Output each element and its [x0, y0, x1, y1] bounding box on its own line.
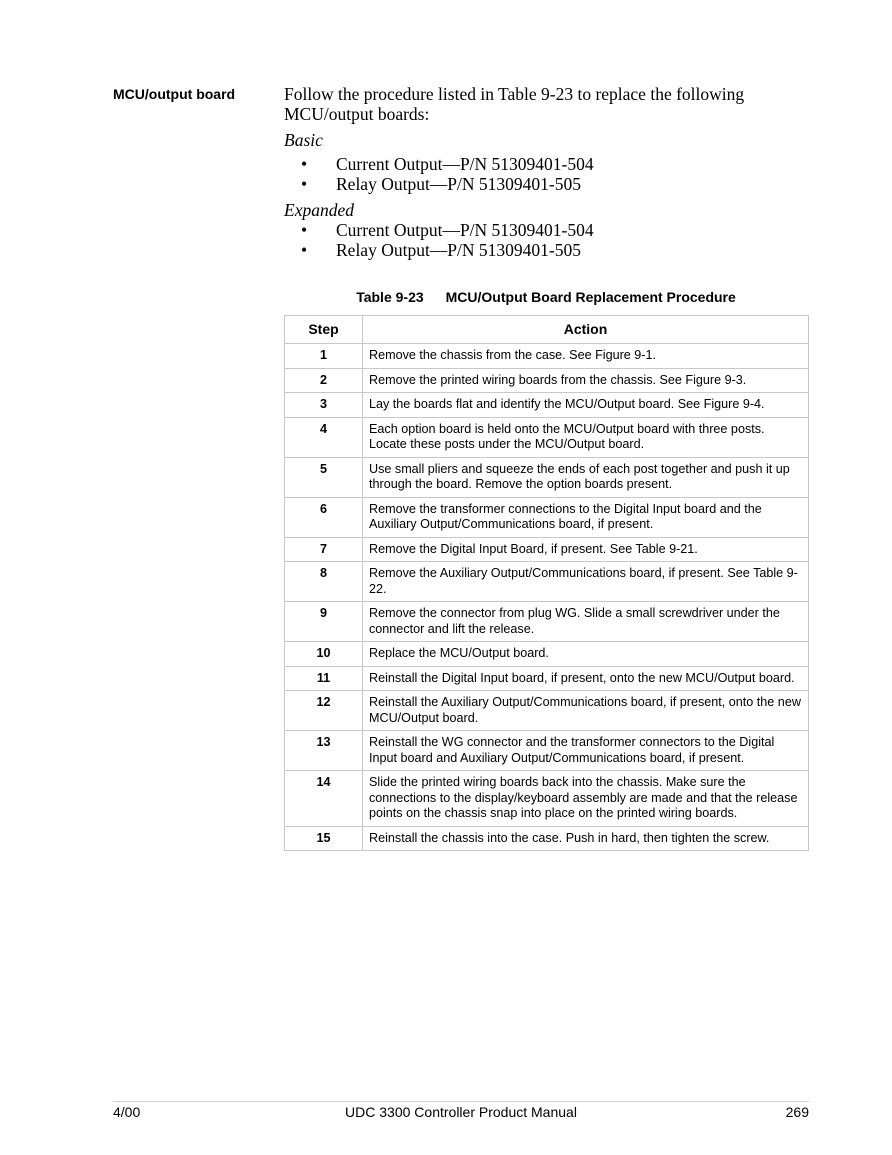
step-number: 3 [285, 393, 363, 418]
list-item [284, 154, 804, 174]
footer-date: 4/00 [113, 1104, 141, 1120]
step-number: 9 [285, 602, 363, 642]
step-action: Remove the Auxiliary Output/Communications board, if present. See Table 9-22. [363, 562, 809, 602]
bullet-icon: • [301, 220, 308, 240]
table-caption-number: Table 9-23 [356, 289, 424, 305]
step-action: Use small pliers and squeeze the ends of each post together and push it up through the board. Remove the option boards present. [363, 457, 809, 497]
intro-paragraph: Follow the procedure listed in Table 9-23 to replace the following MCU/output boards: [284, 84, 745, 124]
table-row [285, 393, 809, 418]
list-item [284, 220, 804, 240]
step-number: 15 [285, 826, 363, 851]
step-action: Remove the printed wiring boards from the chassis. See Figure 9-3. [363, 368, 809, 393]
step-number: 6 [285, 497, 363, 537]
section-heading: MCU/output board [113, 86, 236, 102]
step-number: 12 [285, 691, 363, 731]
bullet-icon: • [301, 154, 308, 174]
list-item-text: Current Output—P/N 51309401-504 [336, 220, 594, 240]
table-row [285, 368, 809, 393]
table-caption [284, 289, 808, 305]
step-action: Lay the boards flat and identify the MCU/Output board. See Figure 9-4. [363, 393, 809, 418]
step-number: 7 [285, 537, 363, 562]
table-row [285, 344, 809, 369]
intro-block [284, 84, 804, 260]
list-item-text: Relay Output—P/N 51309401-505 [336, 240, 581, 260]
bullet-icon: • [301, 240, 308, 260]
step-action: Replace the MCU/Output board. [363, 642, 809, 667]
step-action: Remove the chassis from the case. See Figure 9-1. [363, 344, 809, 369]
step-number: 2 [285, 368, 363, 393]
table-row [285, 537, 809, 562]
table-row [285, 731, 809, 771]
step-number: 10 [285, 642, 363, 667]
step-action: Reinstall the Auxiliary Output/Communications board, if present, onto the new MCU/Output board. [363, 691, 809, 731]
bullet-icon: • [301, 174, 308, 194]
table-header-row [285, 316, 809, 344]
table-row [285, 826, 809, 851]
step-action: Reinstall the chassis into the case. Push in hard, then tighten the screw. [363, 826, 809, 851]
table-row [285, 562, 809, 602]
list-item-text: Current Output—P/N 51309401-504 [336, 154, 594, 174]
footer-title: UDC 3300 Controller Product Manual [345, 1104, 577, 1120]
bullet-list-expanded [284, 220, 804, 260]
step-action: Remove the transformer connections to the Digital Input board and the Auxiliary Output/Communications board, if present. [363, 497, 809, 537]
bullet-list-basic [284, 154, 804, 194]
step-action: Each option board is held onto the MCU/Output board with three posts. Locate these posts under the MCU/Output board. [363, 417, 809, 457]
table-row [285, 771, 809, 827]
step-action: Reinstall the WG connector and the transformer connectors to the Digital Input board and Auxiliary Output/Communications board, if present. [363, 731, 809, 771]
step-action: Remove the connector from plug WG. Slide a small screwdriver under the connector and lift the release. [363, 602, 809, 642]
table-row [285, 642, 809, 667]
step-action: Reinstall the Digital Input board, if present, onto the new MCU/Output board. [363, 666, 809, 691]
table-row [285, 457, 809, 497]
table-row [285, 666, 809, 691]
procedure-table [284, 315, 809, 851]
step-number: 13 [285, 731, 363, 771]
table-row [285, 602, 809, 642]
list-item-text: Relay Output—P/N 51309401-505 [336, 174, 581, 194]
step-number: 4 [285, 417, 363, 457]
column-header-action: Action [363, 316, 809, 344]
table-caption-title: MCU/Output Board Replacement Procedure [445, 289, 736, 305]
step-action: Remove the Digital Input Board, if present. See Table 9-21. [363, 537, 809, 562]
table-row [285, 691, 809, 731]
footer-page-number: 269 [785, 1104, 809, 1120]
step-number: 8 [285, 562, 363, 602]
step-action: Slide the printed wiring boards back into the chassis. Make sure the connections to the display/keyboard assembly are made and that the release points on the chassis snap into place on the printed wiring boards. [363, 771, 809, 827]
step-number: 11 [285, 666, 363, 691]
table-row [285, 497, 809, 537]
step-number: 1 [285, 344, 363, 369]
group-label-basic: Basic [284, 130, 323, 150]
step-number: 5 [285, 457, 363, 497]
list-item [284, 174, 804, 194]
footer-divider [113, 1101, 809, 1102]
group-label-expanded: Expanded [284, 200, 354, 220]
column-header-step: Step [285, 316, 363, 344]
list-item [284, 240, 804, 260]
step-number: 14 [285, 771, 363, 827]
table-row [285, 417, 809, 457]
